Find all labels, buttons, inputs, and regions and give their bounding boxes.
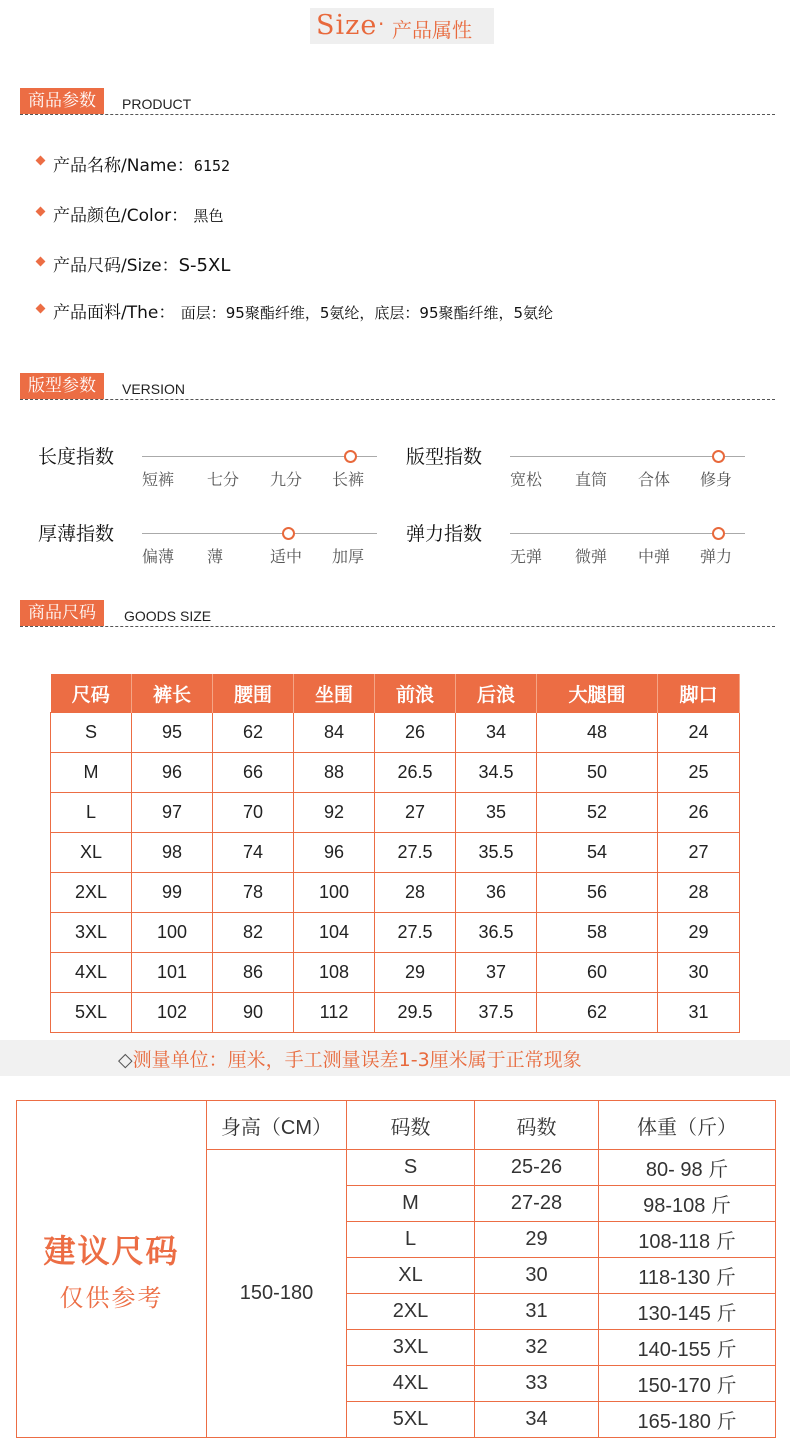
size-cell: 84 xyxy=(294,713,375,753)
index-track xyxy=(142,533,377,534)
recommend-cell: XL xyxy=(347,1258,475,1294)
section-en-goods-size: GOODS SIZE xyxy=(124,608,212,624)
section-divider xyxy=(20,626,775,627)
index-option: 偏薄 xyxy=(142,547,175,566)
size-cell: 50 xyxy=(537,753,658,793)
recommend-cell: 27-28 xyxy=(475,1186,599,1222)
recommend-cell: 33 xyxy=(475,1366,599,1402)
size-cell: 26 xyxy=(658,793,740,833)
size-cell: 58 xyxy=(537,913,658,953)
index-option: 薄 xyxy=(207,547,224,566)
size-cell: 5XL xyxy=(51,993,132,1033)
size-cell: 24 xyxy=(658,713,740,753)
index-track xyxy=(142,456,377,457)
size-header-cell: 坐围 xyxy=(294,674,375,713)
recommend-cell: 30 xyxy=(475,1258,599,1294)
size-cell: 36.5 xyxy=(456,913,537,953)
size-cell: 29 xyxy=(375,953,456,993)
recommend-cell: 150-170 斤 xyxy=(599,1366,776,1402)
recommend-cell: 32 xyxy=(475,1330,599,1366)
size-cell: 90 xyxy=(213,993,294,1033)
section-divider xyxy=(20,114,775,115)
size-cell: 112 xyxy=(294,993,375,1033)
size-cell: 100 xyxy=(132,913,213,953)
index-option: 微弹 xyxy=(575,547,608,566)
table-row xyxy=(51,993,740,1033)
size-cell: 70 xyxy=(213,793,294,833)
param-label: 产品面料/The： xyxy=(53,303,176,323)
index-label: 厚薄指数 xyxy=(38,523,115,545)
index-track xyxy=(510,533,745,534)
index-option: 长裤 xyxy=(332,470,365,489)
recommend-cell: 2XL xyxy=(347,1294,475,1330)
size-cell: 66 xyxy=(213,753,294,793)
size-cell: 35.5 xyxy=(456,833,537,873)
recommend-title: 建议尺码 xyxy=(43,1232,180,1269)
size-cell: 60 xyxy=(537,953,658,993)
recommend-cell: S xyxy=(347,1150,475,1186)
index-marker-icon xyxy=(282,527,295,540)
recommend-cell: 31 xyxy=(475,1294,599,1330)
title-en: Size xyxy=(316,10,378,41)
index-option: 加厚 xyxy=(332,547,365,566)
size-cell: 92 xyxy=(294,793,375,833)
size-cell: S xyxy=(51,713,132,753)
param-value: S-5XL xyxy=(178,255,231,276)
index-option: 短裤 xyxy=(142,470,175,489)
size-header-cell: 前浪 xyxy=(375,674,456,713)
recommend-cell: 25-26 xyxy=(475,1150,599,1186)
size-cell: 56 xyxy=(537,873,658,913)
size-cell: 88 xyxy=(294,753,375,793)
size-cell: 26.5 xyxy=(375,753,456,793)
index-label: 弹力指数 xyxy=(406,523,483,545)
param-row xyxy=(53,251,230,276)
param-row xyxy=(53,298,553,323)
section-en-version: VERSION xyxy=(122,381,186,397)
param-value: 6152 xyxy=(193,157,231,175)
section-tag-goods-size: 商品尺码 xyxy=(20,600,104,626)
size-cell: 96 xyxy=(294,833,375,873)
size-cell: 29 xyxy=(658,913,740,953)
recommend-cell: 130-145 斤 xyxy=(599,1294,776,1330)
size-cell: 27.5 xyxy=(375,913,456,953)
size-cell: 78 xyxy=(213,873,294,913)
size-cell: 52 xyxy=(537,793,658,833)
title-dot: · xyxy=(378,12,385,36)
size-cell: 34.5 xyxy=(456,753,537,793)
size-cell: XL xyxy=(51,833,132,873)
size-cell: 25 xyxy=(658,753,740,793)
size-cell: 101 xyxy=(132,953,213,993)
size-cell: 28 xyxy=(658,873,740,913)
note-text: 测量单位：厘米，手工测量误差1-3厘米属于正常现象 xyxy=(132,1049,582,1071)
recommend-cell: M xyxy=(347,1186,475,1222)
index-option: 适中 xyxy=(270,547,303,566)
size-cell: 108 xyxy=(294,953,375,993)
recommend-cell: 140-155 斤 xyxy=(599,1330,776,1366)
size-cell: 2XL xyxy=(51,873,132,913)
recommend-cell: 165-180 斤 xyxy=(599,1402,776,1438)
size-cell: 4XL xyxy=(51,953,132,993)
measurement-note xyxy=(0,1040,790,1076)
size-cell: 27 xyxy=(658,833,740,873)
table-row xyxy=(51,913,740,953)
size-cell: 97 xyxy=(132,793,213,833)
size-header-cell: 后浪 xyxy=(456,674,537,713)
section-tag-product: 商品参数 xyxy=(20,88,104,114)
table-row xyxy=(51,953,740,993)
size-cell: 102 xyxy=(132,993,213,1033)
index-track xyxy=(510,456,745,457)
index-option: 合体 xyxy=(638,470,671,489)
table-row xyxy=(51,833,740,873)
bullet-icon xyxy=(36,207,46,217)
table-row xyxy=(51,873,740,913)
index-option: 无弹 xyxy=(510,547,543,566)
size-cell: 37.5 xyxy=(456,993,537,1033)
size-cell: 30 xyxy=(658,953,740,993)
index-option: 修身 xyxy=(700,470,733,489)
bullet-icon xyxy=(36,304,46,314)
size-table-header xyxy=(51,674,740,713)
recommend-table xyxy=(16,1100,776,1438)
recommend-header-cell: 码数 xyxy=(475,1101,599,1150)
recommend-cell: 80- 98 斤 xyxy=(599,1150,776,1186)
recommend-header-cell: 体重（斤） xyxy=(599,1101,776,1150)
page-title xyxy=(310,8,494,44)
param-label: 产品颜色/Color： xyxy=(53,206,189,226)
size-cell: 95 xyxy=(132,713,213,753)
size-cell: 35 xyxy=(456,793,537,833)
index-option: 宽松 xyxy=(510,470,543,489)
diamond-icon: ◇ xyxy=(118,1049,133,1071)
size-cell: 37 xyxy=(456,953,537,993)
size-header-cell: 腰围 xyxy=(213,674,294,713)
param-row xyxy=(53,151,230,176)
recommend-cell: 118-130 斤 xyxy=(599,1258,776,1294)
size-cell: 96 xyxy=(132,753,213,793)
recommend-cell: 98-108 斤 xyxy=(599,1186,776,1222)
recommend-height: 150-180 xyxy=(207,1150,347,1438)
size-cell: 100 xyxy=(294,873,375,913)
size-cell: 82 xyxy=(213,913,294,953)
size-cell: 31 xyxy=(658,993,740,1033)
size-header-cell: 裤长 xyxy=(132,674,213,713)
size-table xyxy=(50,674,740,1033)
size-cell: 98 xyxy=(132,833,213,873)
index-option: 直筒 xyxy=(575,470,608,489)
param-label: 产品名称/Name： xyxy=(53,156,194,176)
index-marker-icon xyxy=(344,450,357,463)
recommend-cell: L xyxy=(347,1222,475,1258)
title-cn: 产品属性 xyxy=(392,18,472,42)
size-header-cell: 大腿围 xyxy=(537,674,658,713)
size-cell: 54 xyxy=(537,833,658,873)
recommend-subtitle: 仅供参考 xyxy=(59,1284,164,1312)
size-cell: 48 xyxy=(537,713,658,753)
index-option: 中弹 xyxy=(638,547,671,566)
size-cell: 99 xyxy=(132,873,213,913)
index-option: 九分 xyxy=(270,470,303,489)
param-label: 产品尺码/Size： xyxy=(53,256,179,276)
recommend-cell: 4XL xyxy=(347,1366,475,1402)
recommend-label xyxy=(17,1101,207,1438)
size-cell: 86 xyxy=(213,953,294,993)
recommend-cell: 108-118 斤 xyxy=(599,1222,776,1258)
size-cell: 3XL xyxy=(51,913,132,953)
section-en-product: PRODUCT xyxy=(122,96,192,112)
index-label: 长度指数 xyxy=(38,446,115,468)
table-row xyxy=(51,793,740,833)
recommend-header-row xyxy=(17,1101,776,1150)
recommend-cell: 5XL xyxy=(347,1402,475,1438)
section-tag-version: 版型参数 xyxy=(20,373,104,399)
bullet-icon xyxy=(36,257,46,267)
table-row xyxy=(51,753,740,793)
size-cell: 74 xyxy=(213,833,294,873)
size-header-cell: 脚口 xyxy=(658,674,740,713)
size-cell: 27 xyxy=(375,793,456,833)
size-cell: L xyxy=(51,793,132,833)
table-row xyxy=(51,713,740,753)
index-label: 版型指数 xyxy=(406,446,483,468)
recommend-cell: 34 xyxy=(475,1402,599,1438)
recommend-cell: 29 xyxy=(475,1222,599,1258)
size-cell: 34 xyxy=(456,713,537,753)
size-cell: 62 xyxy=(213,713,294,753)
index-option: 七分 xyxy=(207,470,240,489)
size-cell: 62 xyxy=(537,993,658,1033)
param-value: 黑色 xyxy=(193,207,224,225)
size-cell: 104 xyxy=(294,913,375,953)
size-cell: 28 xyxy=(375,873,456,913)
size-cell: 27.5 xyxy=(375,833,456,873)
recommend-header-cell: 身高（CM） xyxy=(207,1101,347,1150)
size-cell: 29.5 xyxy=(375,993,456,1033)
index-marker-icon xyxy=(712,527,725,540)
size-cell: M xyxy=(51,753,132,793)
bullet-icon xyxy=(36,156,46,166)
param-value: 面层：95聚酯纤维，5氨纶，底层：95聚酯纤维，5氨纶 xyxy=(180,304,554,322)
recommend-header-cell: 码数 xyxy=(347,1101,475,1150)
size-cell: 26 xyxy=(375,713,456,753)
index-option: 弹力 xyxy=(700,547,733,566)
index-marker-icon xyxy=(712,450,725,463)
param-row xyxy=(53,201,224,226)
section-divider xyxy=(20,399,775,400)
size-header-cell: 尺码 xyxy=(51,674,132,713)
size-cell: 36 xyxy=(456,873,537,913)
recommend-cell: 3XL xyxy=(347,1330,475,1366)
